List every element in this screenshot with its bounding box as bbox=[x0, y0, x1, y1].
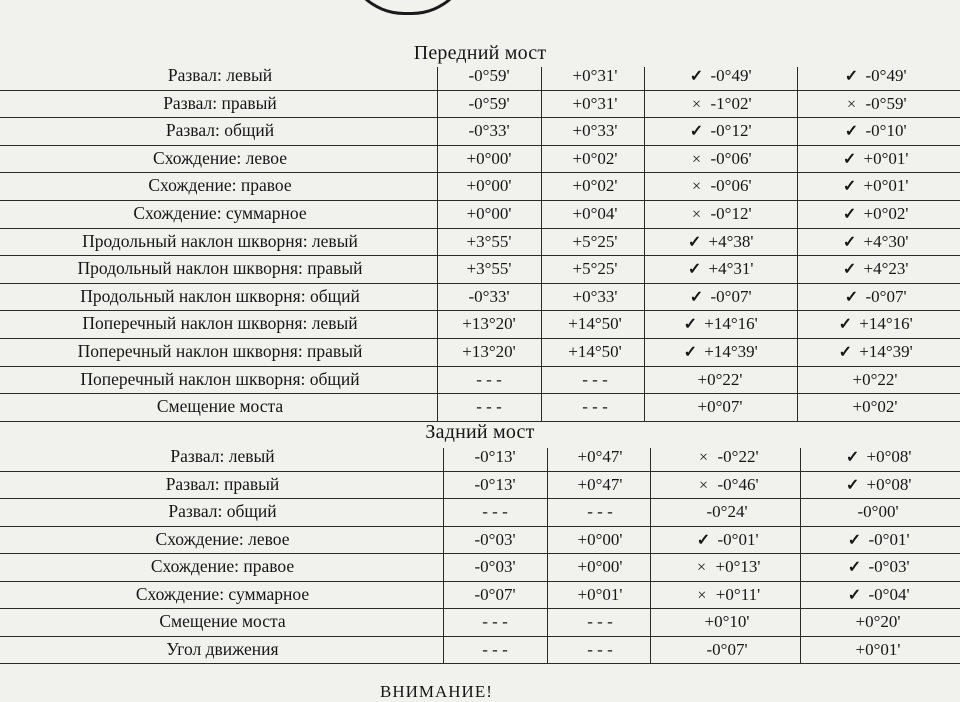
measured-after-cell bbox=[803, 640, 953, 660]
measured-after-cell bbox=[803, 530, 953, 550]
table-row bbox=[0, 582, 960, 610]
check-icon: ✓ bbox=[844, 123, 859, 141]
cross-icon: × bbox=[691, 178, 701, 196]
measured-before-cell bbox=[645, 259, 795, 279]
max-tolerance-cell: +0°47' bbox=[577, 474, 623, 494]
check-icon: ✓ bbox=[842, 178, 857, 196]
value-text: +0°22' bbox=[697, 369, 743, 389]
value-text: +0°13' bbox=[715, 557, 761, 576]
value-text: -0°03' bbox=[868, 557, 910, 576]
table-row bbox=[0, 256, 960, 284]
table-row bbox=[0, 394, 960, 422]
min-tolerance-cell: - - - bbox=[482, 502, 508, 521]
measured-before-cell bbox=[652, 612, 802, 632]
check-icon: ✓ bbox=[683, 344, 697, 361]
measured-before-cell bbox=[645, 370, 795, 390]
param-label: Схождение: правое bbox=[150, 556, 295, 576]
table-row bbox=[0, 339, 960, 367]
measured-before-cell bbox=[645, 397, 795, 417]
value-text: +4°30' bbox=[863, 231, 909, 251]
param-label: Развал: правый bbox=[165, 473, 280, 494]
param-label: Развал: общий bbox=[165, 120, 275, 141]
param-label: Угол движения bbox=[166, 638, 279, 659]
value-text: +0°01' bbox=[863, 176, 909, 196]
value-text: -0°00' bbox=[857, 502, 899, 521]
max-tolerance-cell: +5°25' bbox=[572, 231, 618, 251]
measured-after-cell bbox=[800, 342, 950, 362]
value-text: +0°10' bbox=[704, 612, 750, 631]
measured-before-cell bbox=[645, 204, 795, 224]
table-row bbox=[0, 637, 960, 665]
measured-before-cell bbox=[645, 176, 795, 196]
value-text: -0°46' bbox=[717, 474, 759, 494]
measured-after-cell bbox=[803, 585, 953, 605]
max-tolerance-cell: +0°00' bbox=[577, 557, 623, 576]
measured-after-cell bbox=[803, 475, 953, 495]
measured-before-cell bbox=[645, 342, 795, 362]
table-row bbox=[0, 284, 960, 312]
value-text: -0°06' bbox=[710, 148, 752, 168]
measured-after-cell bbox=[800, 149, 950, 169]
measured-before-cell bbox=[645, 66, 795, 86]
measured-before-cell bbox=[645, 149, 795, 169]
check-icon: ✓ bbox=[847, 531, 862, 549]
measured-after-cell bbox=[800, 232, 950, 252]
check-icon: ✓ bbox=[842, 261, 857, 279]
param-label: Смещение моста bbox=[156, 396, 284, 417]
min-tolerance-cell: - - - bbox=[482, 639, 508, 659]
check-icon: ✓ bbox=[838, 344, 852, 361]
check-icon: ✓ bbox=[844, 68, 859, 85]
check-icon: ✓ bbox=[687, 261, 702, 279]
check-icon: ✓ bbox=[845, 476, 860, 494]
table-row bbox=[0, 201, 960, 229]
param-label: Продольный наклон шкворня: правый bbox=[77, 258, 363, 279]
max-tolerance-cell: +0°31' bbox=[572, 66, 618, 85]
param-label: Поперечный наклон шкворня: общий bbox=[80, 368, 360, 389]
param-label: Продольный наклон шкворня: левый bbox=[82, 230, 358, 251]
value-text: +14°39' bbox=[859, 342, 913, 361]
column-divider bbox=[547, 448, 548, 664]
measured-before-cell bbox=[652, 475, 802, 495]
measured-after-cell bbox=[800, 287, 950, 307]
check-icon: ✓ bbox=[845, 449, 860, 466]
table-row bbox=[0, 527, 960, 555]
front-axle-title: Передний мост bbox=[413, 42, 547, 64]
check-icon: ✓ bbox=[689, 288, 704, 306]
measured-after-cell bbox=[803, 447, 953, 467]
measured-before-cell bbox=[645, 121, 795, 141]
check-icon: ✓ bbox=[847, 586, 862, 604]
min-tolerance-cell: -0°33' bbox=[468, 286, 510, 306]
table-row bbox=[0, 499, 960, 527]
value-text: -0°12' bbox=[710, 204, 752, 223]
max-tolerance-cell: - - - bbox=[582, 369, 608, 389]
max-tolerance-cell: +0°04' bbox=[572, 204, 618, 223]
measured-after-cell bbox=[800, 121, 950, 141]
value-text: +0°08' bbox=[866, 447, 912, 466]
value-text: -0°49' bbox=[865, 66, 907, 85]
column-divider bbox=[800, 448, 801, 664]
min-tolerance-cell: +0°00' bbox=[466, 148, 512, 168]
check-icon: ✓ bbox=[842, 233, 857, 251]
value-text: +0°22' bbox=[852, 369, 898, 389]
check-icon: ✓ bbox=[683, 316, 697, 334]
max-tolerance-cell: +0°01' bbox=[577, 584, 623, 604]
measured-after-cell bbox=[800, 94, 950, 114]
column-divider bbox=[797, 67, 798, 422]
max-tolerance-cell: +0°33' bbox=[572, 286, 618, 306]
value-text: -0°10' bbox=[865, 121, 907, 141]
value-text: +0°02' bbox=[852, 397, 898, 417]
min-tolerance-cell: -0°59' bbox=[468, 66, 510, 85]
param-label: Продольный наклон шкворня: общий bbox=[80, 285, 360, 306]
check-icon: ✓ bbox=[689, 68, 704, 85]
check-icon: ✓ bbox=[844, 288, 859, 306]
measured-after-cell bbox=[803, 612, 953, 632]
value-text: +14°16' bbox=[704, 314, 758, 334]
value-text: -0°06' bbox=[710, 176, 752, 196]
cross-icon: × bbox=[698, 476, 708, 494]
value-text: -0°49' bbox=[710, 66, 752, 85]
max-tolerance-cell: - - - bbox=[587, 502, 613, 521]
max-tolerance-cell: +0°00' bbox=[577, 529, 623, 549]
measured-before-cell bbox=[652, 502, 802, 522]
max-tolerance-cell: +0°02' bbox=[572, 148, 618, 168]
min-tolerance-cell: - - - bbox=[476, 397, 502, 417]
min-tolerance-cell: -0°07' bbox=[474, 584, 516, 604]
cross-icon: × bbox=[846, 95, 856, 113]
min-tolerance-cell: +3°55' bbox=[466, 231, 512, 251]
table-row bbox=[0, 367, 960, 395]
min-tolerance-cell: +0°00' bbox=[466, 204, 512, 223]
row-divider bbox=[0, 663, 960, 664]
measured-after-cell bbox=[800, 204, 950, 224]
max-tolerance-cell: +0°47' bbox=[577, 447, 623, 466]
value-text: -0°04' bbox=[868, 584, 910, 604]
value-text: +4°23' bbox=[863, 259, 909, 279]
param-label: Схождение: левое bbox=[153, 147, 287, 168]
value-text: -0°01' bbox=[868, 529, 910, 549]
cross-icon: × bbox=[697, 586, 707, 604]
measured-before-cell bbox=[652, 557, 802, 577]
table-row bbox=[0, 173, 960, 201]
column-divider bbox=[541, 67, 542, 422]
value-text: +4°38' bbox=[708, 231, 754, 251]
measured-before-cell bbox=[645, 314, 795, 334]
param-label: Схождение: суммарное bbox=[133, 203, 307, 223]
min-tolerance-cell: +13°20' bbox=[462, 314, 516, 334]
measured-after-cell bbox=[800, 259, 950, 279]
param-label: Поперечный наклон шкворня: правый bbox=[77, 341, 363, 361]
max-tolerance-cell: - - - bbox=[582, 397, 608, 417]
measured-after-cell bbox=[800, 176, 950, 196]
param-label: Развал: левый bbox=[167, 65, 273, 85]
check-icon: ✓ bbox=[687, 233, 702, 251]
check-icon: ✓ bbox=[838, 316, 852, 334]
param-label: Смещение моста bbox=[159, 611, 286, 631]
measured-before-cell bbox=[645, 232, 795, 252]
measured-after-cell bbox=[800, 370, 950, 390]
footer-warning: ВНИМАНИЕ! bbox=[380, 682, 493, 701]
min-tolerance-cell: -0°03' bbox=[474, 529, 516, 549]
column-divider bbox=[650, 448, 651, 664]
value-text: +0°11' bbox=[715, 584, 761, 604]
table-row bbox=[0, 444, 960, 472]
value-text: +0°08' bbox=[866, 474, 912, 494]
cross-icon: × bbox=[691, 95, 701, 113]
cross-icon: × bbox=[691, 150, 701, 168]
max-tolerance-cell: - - - bbox=[587, 639, 613, 659]
table-row bbox=[0, 63, 960, 91]
check-icon: ✓ bbox=[842, 206, 857, 223]
cross-icon: × bbox=[698, 449, 708, 466]
value-text: +0°02' bbox=[863, 204, 909, 223]
measured-before-cell bbox=[652, 447, 802, 467]
value-text: +0°20' bbox=[855, 612, 901, 631]
value-text: -0°07' bbox=[710, 286, 752, 306]
table-row bbox=[0, 472, 960, 500]
check-icon: ✓ bbox=[842, 150, 857, 168]
min-tolerance-cell: +13°20' bbox=[462, 342, 516, 361]
value-text: -0°12' bbox=[710, 121, 752, 141]
min-tolerance-cell: - - - bbox=[482, 612, 508, 631]
check-icon: ✓ bbox=[847, 559, 862, 576]
min-tolerance-cell: +0°00' bbox=[466, 176, 512, 196]
max-tolerance-cell: +14°50' bbox=[568, 314, 622, 334]
column-divider bbox=[437, 67, 438, 422]
min-tolerance-cell: -0°33' bbox=[468, 121, 510, 141]
measured-before-cell bbox=[652, 640, 802, 660]
value-text: -1°02' bbox=[710, 93, 752, 113]
max-tolerance-cell: +14°50' bbox=[568, 342, 622, 361]
page-decoration-arc bbox=[345, 0, 471, 15]
measured-after-cell bbox=[803, 502, 953, 522]
measured-before-cell bbox=[645, 94, 795, 114]
column-divider bbox=[644, 67, 645, 422]
value-text: -0°01' bbox=[717, 529, 759, 549]
min-tolerance-cell: - - - bbox=[476, 369, 502, 389]
table-row bbox=[0, 118, 960, 146]
param-label: Схождение: левое bbox=[155, 528, 290, 549]
measured-before-cell bbox=[652, 530, 802, 550]
max-tolerance-cell: +5°25' bbox=[572, 259, 618, 279]
min-tolerance-cell: -0°13' bbox=[474, 474, 516, 494]
measured-after-cell bbox=[800, 314, 950, 334]
table-row bbox=[0, 229, 960, 257]
min-tolerance-cell: +3°55' bbox=[466, 259, 512, 279]
cross-icon: × bbox=[691, 206, 701, 223]
min-tolerance-cell: -0°59' bbox=[468, 93, 510, 113]
rear-axle-title: Задний мост bbox=[425, 421, 535, 443]
table-row bbox=[0, 554, 960, 582]
max-tolerance-cell: +0°31' bbox=[572, 93, 618, 113]
value-text: +0°07' bbox=[697, 397, 743, 417]
max-tolerance-cell: - - - bbox=[587, 612, 613, 631]
table-row bbox=[0, 609, 960, 637]
max-tolerance-cell: +0°02' bbox=[572, 176, 618, 196]
value-text: +4°31' bbox=[708, 259, 754, 279]
param-label: Развал: левый bbox=[170, 446, 275, 466]
value-text: -0°22' bbox=[717, 447, 759, 466]
value-text: +14°39' bbox=[704, 342, 758, 361]
param-label: Развал: правый bbox=[163, 92, 277, 113]
value-text: -0°24' bbox=[706, 502, 748, 521]
param-label: Схождение: суммарное bbox=[135, 583, 310, 604]
check-icon: ✓ bbox=[696, 531, 711, 549]
value-text: +0°01' bbox=[863, 148, 909, 168]
value-text: -0°07' bbox=[865, 286, 907, 306]
measured-after-cell bbox=[800, 66, 950, 86]
param-label: Поперечный наклон шкворня: левый bbox=[82, 313, 358, 334]
measured-before-cell bbox=[645, 287, 795, 307]
table-row bbox=[0, 91, 960, 119]
table-row bbox=[0, 311, 960, 339]
value-text: +0°01' bbox=[855, 639, 901, 659]
measured-after-cell bbox=[800, 397, 950, 417]
max-tolerance-cell: +0°33' bbox=[572, 121, 618, 141]
param-label: Схождение: правое bbox=[148, 175, 292, 196]
measured-before-cell bbox=[652, 585, 802, 605]
column-divider bbox=[443, 448, 444, 664]
min-tolerance-cell: -0°13' bbox=[474, 447, 516, 466]
value-text: -0°07' bbox=[706, 639, 748, 659]
check-icon: ✓ bbox=[689, 123, 704, 141]
value-text: -0°59' bbox=[865, 93, 907, 113]
value-text: +14°16' bbox=[859, 314, 913, 334]
table-row bbox=[0, 146, 960, 174]
measured-after-cell bbox=[803, 557, 953, 577]
cross-icon: × bbox=[697, 559, 707, 576]
param-label: Развал: общий bbox=[168, 501, 277, 521]
min-tolerance-cell: -0°03' bbox=[474, 557, 516, 576]
